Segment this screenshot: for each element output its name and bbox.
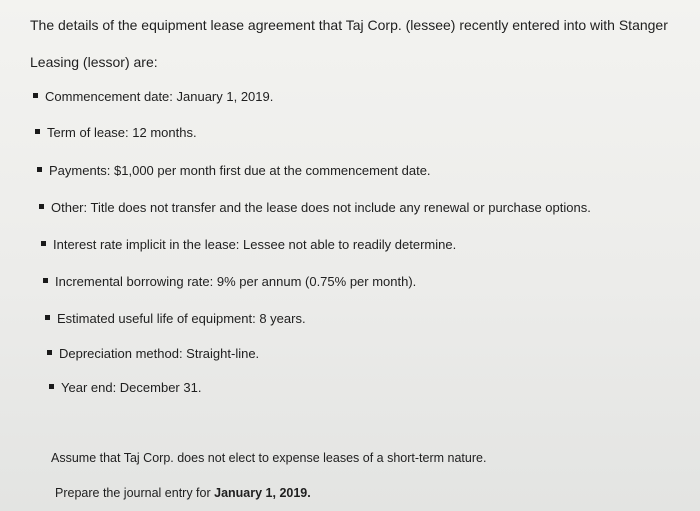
bullet-text: Depreciation method: Straight-line.: [59, 346, 260, 361]
bullet-square-icon: [37, 167, 42, 172]
bullet-other: [39, 199, 591, 217]
bullet-commencement-date: [33, 88, 273, 106]
bullet-text: Year end: December 31.: [61, 380, 202, 395]
bullet-text: Incremental borrowing rate: 9% per annum (0.75% per month).: [55, 274, 417, 289]
bullet-depreciation-method: [47, 345, 259, 363]
instruction-prefix: Prepare the journal entry for: [55, 486, 215, 500]
bullet-text: Interest rate implicit in the lease: Lessee not able to readily determine.: [53, 237, 457, 252]
bullet-text: Payments: $1,000 per month first due at the commencement date.: [49, 163, 431, 178]
bullet-text: Other: Title does not transfer and the lease does not include any renewal or purchase options.: [51, 200, 591, 215]
bullet-square-icon: [35, 129, 40, 134]
intro-paragraph: The details of the equipment lease agreement that Taj Corp. (lessee) recently entered into with Stanger Leasing (lessor) are:: [30, 17, 668, 70]
bullet-square-icon: [49, 384, 54, 389]
bullet-square-icon: [39, 204, 44, 209]
bullet-square-icon: [33, 93, 38, 98]
bullet-text: Commencement date: January 1, 2019.: [45, 89, 274, 104]
bullet-interest-rate-implicit: [41, 236, 456, 254]
bullet-text: Estimated useful life of equipment: 8 years.: [57, 311, 306, 326]
bullet-square-icon: [41, 241, 46, 246]
bullet-term-of-lease: [35, 124, 197, 142]
bullet-payments: [37, 162, 431, 180]
bullet-square-icon: [47, 350, 52, 355]
bullet-useful-life: [45, 310, 306, 328]
bullet-year-end: [49, 379, 201, 397]
bullet-text: Term of lease: 12 months.: [47, 125, 197, 140]
bullet-incremental-borrowing-rate: [43, 273, 416, 291]
assumption-text: Assume that Taj Corp. does not elect to expense leases of a short-term nature.: [51, 451, 487, 465]
instruction-text: [55, 484, 311, 502]
bullet-square-icon: [43, 278, 48, 283]
bullet-square-icon: [45, 315, 50, 320]
instruction-date: January 1, 2019.: [214, 486, 311, 500]
